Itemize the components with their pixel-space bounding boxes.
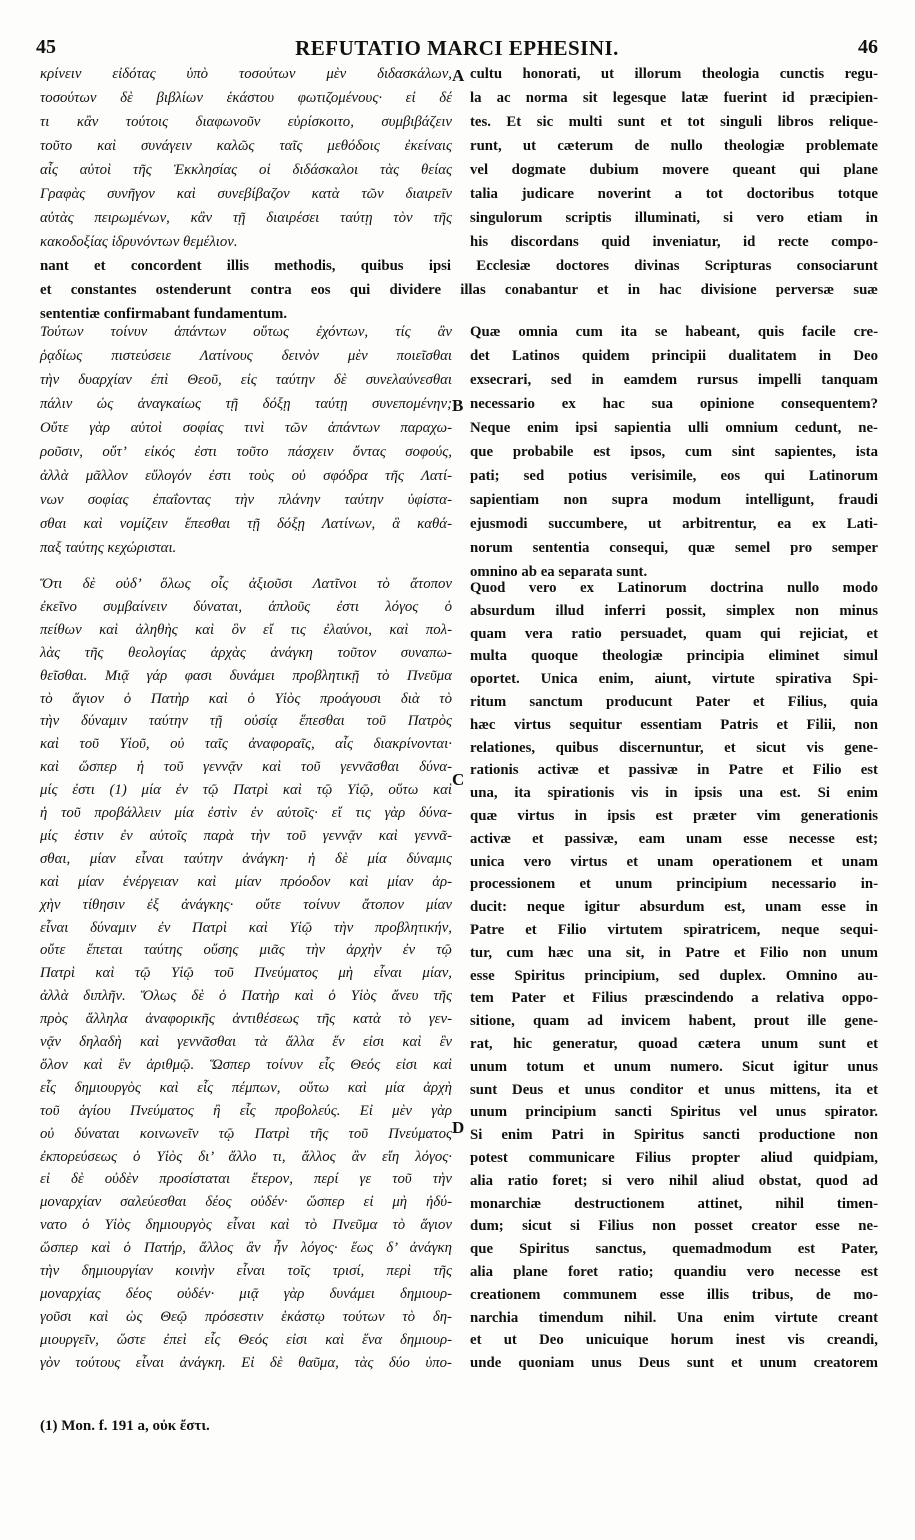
latin-line: singulorum scriptis illuminati, si vero etiam in bbox=[470, 210, 878, 226]
latin-line: pati; sed potius verisimile, eos qui Latinorum bbox=[470, 468, 878, 484]
greek-line: καὶ μίαν ἐνέργειαν καὶ μίαν πρόοδον καὶ μίαν ἀρ- bbox=[40, 873, 452, 890]
latin-line: activæ et passivæ, eam unam esse necesse est; bbox=[470, 830, 878, 847]
margin-marker-b: B bbox=[452, 396, 464, 415]
greek-line: κρίνειν εἰδότας ὑπὸ τοσούτων μὲν διδασκάλων, bbox=[40, 66, 452, 82]
greek-line: κακοδοξίας ἱδρυνόντων θεμέλιον. bbox=[40, 234, 238, 250]
latin-line: la ac norma sit legesque latæ fuerint id præcipien- bbox=[470, 90, 878, 106]
latin-line: sitione, quam ad invicem habent, prout ille gene- bbox=[470, 1013, 878, 1030]
greek-line: νων σοφίας ἐπαΐοντας τὴν πλάνην ταύτην ὑφίστα- bbox=[40, 492, 452, 508]
greek-line: τι κἂν τούτοις διαφωνοῦν εὑρίσκοιτο, συμβιβάζειν bbox=[40, 114, 452, 130]
latin-line: cultu honorati, ut illorum theologia cunctis regu- bbox=[470, 66, 878, 82]
latin-line: monarchiæ destructionem attinet, nihil timen- bbox=[470, 1195, 878, 1212]
greek-line: Πατρὶ καὶ τῷ Υἱῷ τοῦ Πνεύματος μὴ εἶναι μίαν, bbox=[40, 965, 452, 982]
greek-line: εἰ δὲ οὐδὲν προσίσταται ἕτερον, περί γε τοῦ τὴν bbox=[40, 1171, 452, 1188]
full-width-line: et constantes ostenderunt contra eos qui dividere illas conabantur et in hac divisione perversæ suæ bbox=[40, 282, 878, 298]
latin-line: tem Pater et Filius præscindendo a relativa oppo- bbox=[470, 990, 878, 1007]
latin-line: quam vera ratio persuadet, quam qui rejiciat, et bbox=[470, 625, 878, 642]
greek-line: μίς ἐστι (1) μία ἐν τῷ Πατρὶ καὶ τῷ Υἱῷ, οὕτω καὶ bbox=[40, 782, 452, 799]
page-number-right: 46 bbox=[858, 36, 878, 58]
latin-line: rationis activæ et passivæ in Patre et Filio est bbox=[470, 762, 878, 779]
latin-line: multa quoque theologiæ principia eliminet simul bbox=[470, 648, 878, 665]
latin-line: una, ita spirationis vis in ipsis una est. Si enim bbox=[470, 785, 878, 802]
latin-line: tur, cum hæc una sit, in Patre et Filio non unum bbox=[470, 944, 878, 961]
greek-line: μιουργεῖν, ὥστε ἐπεὶ εἷς Θεός εἰσι καὶ ἕνα δημιουρ- bbox=[40, 1331, 452, 1348]
latin-line: his discordans quid inveniatur, id recte compo- bbox=[470, 234, 878, 250]
margin-marker-c: C bbox=[452, 770, 465, 789]
footnote: (1) Mon. f. 191 a, οὐκ ἔστι. bbox=[40, 1418, 210, 1434]
greek-line: νᾷν δηλαδὴ καὶ γεννᾶσθαι τὰ ἄλλα ἕν εἰσι καὶ ἓν bbox=[40, 1034, 452, 1050]
greek-line: Γραφὰς συνῆγον καὶ συνεβίβαζον κατὰ τῶν διαιρεῖν bbox=[40, 186, 452, 202]
greek-line: γοῦσι καὶ ὡς Θεῷ πρόσεστιν ἑκάστῳ τούτων τὸ δη- bbox=[40, 1308, 452, 1325]
greek-line: σθαι, μίαν εἶναι ταύτην ἀνάγκη· ἡ δὲ μία δύναμις bbox=[40, 850, 452, 867]
greek-line: Ὅτι δὲ οὐδ’ ὅλως οἷς ἀξιοῦσι Λατῖνοι τὸ ἄτοπον bbox=[40, 576, 452, 592]
latin-line: oportet. Unica enim, aiunt, virtute spirativa Spi- bbox=[470, 671, 878, 688]
latin-line: Neque enim ipsi sapientia ulli omnium cedunt, ne- bbox=[470, 420, 878, 436]
greek-line: πρὸς ἄλληλα ἀναφορικῆς ἀντιθέσεως τῆς κατὰ τὸ γεν- bbox=[40, 1011, 452, 1028]
greek-line: καὶ ὥσπερ ἡ τοῦ γεννᾷν καὶ τοῦ γεννᾶσθαι δύνα- bbox=[40, 759, 452, 776]
greek-line: ῥᾳδίως πιστεύσειε Λατίνους δεινὸν μὲν ποιεῖσθαι bbox=[40, 348, 452, 364]
greek-line: εἶναι δύναμιν ἐν Πατρὶ καὶ Υἱῷ τὴν προβλητικήν, bbox=[40, 919, 452, 936]
greek-line: τὴν δύναμιν ταύτην τῇ οὐσίᾳ ἕπεσθαι τοῦ Πατρὸς bbox=[40, 713, 452, 730]
full-width-line: sententiæ confirmabant fundamentum. bbox=[40, 306, 288, 322]
latin-line: alia ratio foret; si vero nihil aliud obstat, quod ad bbox=[470, 1172, 878, 1189]
greek-line: τοῦτο καὶ συνάγειν καλῶς ταῖς μεθόδοις ἐκείναις bbox=[40, 138, 452, 154]
page-header bbox=[36, 36, 878, 60]
greek-line: παξ ταύτης κεχώρισται. bbox=[40, 540, 177, 556]
greek-line: τὴν δημιουργίαν κοινὴν εἶναι τοῖς τρισί, περὶ τῆς bbox=[40, 1263, 452, 1279]
latin-line: vel dogmate dubium movere queant qui plane bbox=[470, 162, 878, 178]
latin-line: sapientiam non supra modum intelligunt, fraudi bbox=[470, 492, 878, 508]
latin-line: potest communicare Filius propter aliud quidpiam, bbox=[470, 1150, 878, 1166]
greek-line: τὸ ἅγιον ὁ Πατὴρ καὶ ὁ Υἱὸς προάγουσι διὰ τὸ bbox=[40, 690, 452, 707]
greek-line: Οὔτε γὰρ αὐτοὶ σοφίας τινὶ τῶν ἁπάντων παραχω- bbox=[40, 420, 452, 436]
latin-line: esse Spiritus principium, sed duplex. Omnino au- bbox=[470, 967, 878, 984]
greek-line: καὶ τοῦ Υἱοῦ, οὐ ταῖς ἀναφοραῖς, αἷς διακρίνονται· bbox=[40, 736, 452, 753]
greek-line: αὐτὰς πειρωμένων, κἂν τῇ διαιρέσει ταύτῃ τὸν τῆς bbox=[40, 210, 452, 226]
latin-line: dum; sicut si Filius non posset creator esse ne- bbox=[470, 1218, 878, 1235]
page-number-left: 45 bbox=[36, 36, 56, 58]
latin-line: necessario ex hac sua opinione consequentem? bbox=[470, 396, 878, 412]
latin-line: ritum sanctum producunt Pater et Filius, quia bbox=[470, 694, 878, 710]
greek-line: ροῦσιν, οὔτ’ εἰκός ἐστι τοῦτο πάσχειν ὄντας σοφούς, bbox=[40, 444, 452, 460]
latin-line: omnino ab ea separata sunt. bbox=[470, 564, 648, 580]
greek-line: Τούτων τοίνυν ἁπάντων οὕτως ἐχόντων, τίς ἂν bbox=[40, 324, 452, 340]
latin-line: tes. Et sic multi sunt et tot singuli libros relique- bbox=[470, 114, 878, 130]
latin-line: runt, ut cæterum de nullo theologiæ problemate bbox=[470, 138, 878, 154]
greek-line: τοῦ ἁγίου Πνεύματος ἢ εἷς προβολεύς. Εἰ μὲν γὰρ bbox=[40, 1102, 452, 1119]
latin-line: que Spiritus sanctus, quemadmodum est Pater, bbox=[470, 1241, 878, 1258]
greek-line: νατο ὁ Υἱὸς δημιουργὸς εἶναι καὶ τὸ Πνεῦμα τὸ ἅγιον bbox=[40, 1217, 452, 1234]
latin-line: quæ virtus in ipsis est præter vim generationis bbox=[470, 808, 878, 824]
greek-line: οὐ δύναται κοινωνεῖν τῷ Πατρὶ τῆς τοῦ Πνεύματος bbox=[40, 1125, 452, 1142]
greek-line: ἀλλὰ μᾶλλον εὔλογόν ἐστι τοὺς οὐ σφόδρα τῆς Λατί- bbox=[40, 468, 452, 484]
greek-line: ἡ τοῦ προβάλλειν μία ἐστὶν ἐν αὐτοῖς· εἴ τις γὰρ δύνα- bbox=[40, 805, 452, 821]
latin-line: creationem communem esse illis tribus, de mo- bbox=[470, 1286, 878, 1303]
latin-line: unica vero virtus et unam operationem et unam bbox=[470, 853, 878, 870]
greek-line: αἷς αὐτοὶ τῆς Ἐκκλησίας οἱ διδάσκαλοι τὰς θείας bbox=[40, 162, 452, 178]
greek-line: τοσούτων δὲ βιβλίων ἑκάστου φωτιζομένους· εἰ δέ bbox=[40, 90, 452, 106]
greek-line: μοναρχίας δέος οὐδέν· μιᾷ γὰρ δυνάμει δημιουρ- bbox=[40, 1285, 452, 1302]
greek-line: θεῖσθαι. Μιᾷ γάρ φασι δυνάμει προβλητικῇ τὸ Πνεῦμα bbox=[40, 667, 452, 684]
latin-line: Patre et Filio virtutem spiratricem, neque sequi- bbox=[470, 922, 878, 938]
greek-line: πείθων καὶ ἀληθὴς καὶ ὃν εἴ τις ἐλαύνοι, καὶ πολ- bbox=[40, 621, 452, 638]
latin-line: unde quoniam unus Deus sunt et unum creatorem bbox=[470, 1355, 878, 1372]
latin-line: ejusmodi succumbere, ut arbitrentur, ea ex Lati- bbox=[470, 516, 878, 532]
greek-line: πάλιν ὡς ἀναγκαίως τῇ δόξῃ ταύτῃ συνεπομένην; bbox=[40, 396, 452, 412]
greek-line: γὸν τούτους εἶναι ἀνάγκη. Εἰ δὲ θαῦμα, τὰς δύο ὑπο- bbox=[40, 1354, 452, 1371]
latin-line: hæc virtus sequitur essentiam Patris et Filii, non bbox=[470, 716, 878, 733]
greek-line: σθαι καὶ νομίζειν ἕπεσθαι τῇ δόξῃ Λατίνων, ἃ καθά- bbox=[40, 516, 452, 532]
latin-line: absurdum illud inferri possit, simplex non minus bbox=[470, 602, 878, 619]
greek-line: χὴν τίθησιν ἐξ ἀνάγκης· οὔτε τοίνυν ἄτοπον μίαν bbox=[40, 896, 452, 913]
greek-line: εἷς δημιουργὸς καὶ εἷς πέμπων, οὕτω καὶ μία ἀρχὴ bbox=[40, 1079, 452, 1096]
greek-line: ὅλον καὶ ἓν ἀριθμῷ. Ὥσπερ τοίνυν εἷς Θεός εἰσι καὶ bbox=[40, 1056, 452, 1073]
greek-line: μοναρχίαν σαλεύεσθαι δέος οὐδέν· ὥσπερ εἰ μὴ ἠδύ- bbox=[40, 1194, 452, 1211]
greek-line: ἐκπορεύσεως ὁ Υἱὸς δι’ ἄλλο τι, ἄλλος ἂν εἴη λόγος· bbox=[40, 1148, 452, 1165]
latin-line: talia judicare noverint a tot doctoribus totque bbox=[470, 186, 878, 202]
latin-line: sunt Deus et unus conditor et unus mittens, ita et bbox=[470, 1081, 878, 1098]
greek-line: ἐκεῖνο συμβαίνειν δύναται, ἁπλοῦς ἐστι λόγος ὁ bbox=[40, 598, 452, 615]
margin-marker-d: D bbox=[452, 1118, 465, 1137]
running-title: REFUTATIO MARCI EPHESINI. bbox=[295, 36, 619, 60]
latin-line: narchia timendum nihil. Una enim virtute creant bbox=[470, 1309, 878, 1326]
latin-line: rat, hic generatur, quoad cætera unum sunt et bbox=[470, 1036, 878, 1052]
latin-line: unum principium sancti Spiritus vel unus spirator. bbox=[470, 1104, 878, 1121]
latin-line: relationes, quibus discernuntur, et sicut vis gene- bbox=[470, 739, 878, 756]
latin-line: Quæ omnia cum ita se habeant, quis facile cre- bbox=[470, 324, 878, 340]
full-width-line: nant et concordent illis methodis, quibus ipsi Ecclesiæ doctores divinas Scripturas consociarunt bbox=[40, 258, 878, 274]
latin-line: que probabile est ipsos, cum sint sapientes, ista bbox=[470, 444, 878, 460]
greek-line: οὔτε ἕπεται ταύτης οὔσης μιᾶς τὴν ἀρχὴν ἐν τῷ bbox=[40, 942, 452, 959]
greek-line: ἀλλὰ διπλῆν. Ὅλως δὲ ὁ Πατὴρ καὶ ὁ Υἱὸς ἄνευ τῆς bbox=[40, 988, 452, 1005]
greek-line: ὥσπερ καὶ ὁ Πατήρ, ἄλλος ἂν ἦν λόγος· ἕως δ’ ἀνάγκη bbox=[40, 1240, 452, 1257]
latin-line: norum sententia consequi, quæ semel pro semper bbox=[470, 540, 878, 556]
latin-line: det Latinos quidem principii dualitatem in Deo bbox=[470, 348, 878, 364]
latin-line: Quod vero ex Latinorum doctrina nullo modo bbox=[470, 580, 878, 596]
greek-line: λὰς τῆς θεολογίας ἀρχὰς ἀνάγκη τοῦτον συναπω- bbox=[40, 644, 452, 661]
greek-line: τὴν δυαρχίαν ἐπὶ Θεοῦ, εἰς ταύτην δὲ συνελαύνεσθαι bbox=[40, 372, 452, 388]
latin-line: Si enim Patri in Spiritus sancti productione non bbox=[470, 1127, 878, 1144]
margin-marker-a: A bbox=[452, 66, 465, 85]
latin-line: unum totum et unum numero. Sicut igitur unus bbox=[470, 1058, 878, 1075]
latin-line: exsecrari, sed in eamdem rursus impelli tanquam bbox=[470, 372, 878, 388]
latin-line: et ut Deo unicuique horum inest vis creandi, bbox=[470, 1332, 878, 1349]
latin-line: processionem et unum principium necessario in- bbox=[470, 876, 878, 893]
latin-line: ducit: neque igitur absurdum est, unam esse in bbox=[470, 899, 878, 916]
greek-line: μίς ἐστιν ἐν αὐτοῖς παρὰ τὴν τοῦ γεννᾷν καὶ γεννᾶ- bbox=[40, 827, 452, 844]
latin-line: alia plane foret ratio; quandiu vero necesse est bbox=[470, 1264, 878, 1280]
